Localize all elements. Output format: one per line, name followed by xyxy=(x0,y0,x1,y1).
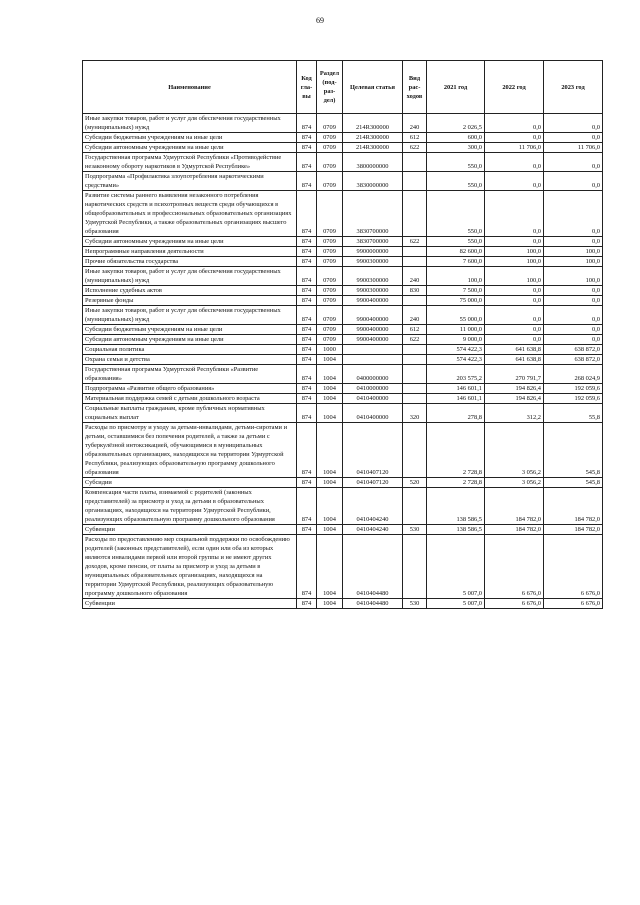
table-row xyxy=(83,355,603,365)
cell-2023: 55,8 xyxy=(544,404,603,423)
cell-name: Субсидии бюджетным учреждениям на иные цели xyxy=(83,133,297,143)
cell-name: Субвенции xyxy=(83,599,297,609)
cell-tselevaya-statya: 0410404240 xyxy=(343,525,403,535)
cell-2021: 550,0 xyxy=(427,191,485,237)
cell-name: Иные закупки товаров, работ и услуг для обеспечения государственных (муниципальных) нужд xyxy=(83,306,297,325)
cell-tselevaya-statya: 0410000000 xyxy=(343,384,403,394)
cell-tselevaya-statya: 0410404480 xyxy=(343,599,403,609)
cell-2022: 3 056,2 xyxy=(485,478,544,488)
cell-2022: 0,0 xyxy=(485,237,544,247)
cell-vid-raskhodov xyxy=(403,488,427,525)
cell-razdel: 0709 xyxy=(317,247,343,257)
cell-name: Подпрограмма «Развитие общего образования» xyxy=(83,384,297,394)
cell-2022: 270 791,7 xyxy=(485,365,544,384)
cell-2021: 600,0 xyxy=(427,133,485,143)
cell-kod-glavy: 874 xyxy=(297,286,317,296)
cell-vid-raskhodov: 622 xyxy=(403,143,427,153)
cell-2023: 0,0 xyxy=(544,306,603,325)
table-row xyxy=(83,478,603,488)
cell-tselevaya-statya: 9900400000 xyxy=(343,335,403,345)
cell-vid-raskhodov: 622 xyxy=(403,237,427,247)
cell-2021: 138 586,5 xyxy=(427,488,485,525)
cell-razdel: 1000 xyxy=(317,345,343,355)
table-row xyxy=(83,286,603,296)
cell-2021: 2 728,8 xyxy=(427,478,485,488)
cell-razdel: 0709 xyxy=(317,257,343,267)
cell-2022: 100,0 xyxy=(485,257,544,267)
cell-tselevaya-statya: 9900400000 xyxy=(343,325,403,335)
cell-name: Субсидии бюджетным учреждениям на иные цели xyxy=(83,325,297,335)
cell-name: Социальная политика xyxy=(83,345,297,355)
cell-tselevaya-statya: 0410407120 xyxy=(343,423,403,478)
header-razdel: Раздел (под- раз- дел) xyxy=(317,61,343,114)
header-kod-glavy: Код гла- вы xyxy=(297,61,317,114)
cell-razdel: 1004 xyxy=(317,384,343,394)
cell-tselevaya-statya: 3800000000 xyxy=(343,153,403,172)
table-row xyxy=(83,296,603,306)
cell-vid-raskhodov: 530 xyxy=(403,525,427,535)
table-row xyxy=(83,423,603,478)
cell-razdel: 1004 xyxy=(317,394,343,404)
cell-kod-glavy: 874 xyxy=(297,306,317,325)
cell-2022: 194 826,4 xyxy=(485,394,544,404)
cell-kod-glavy: 874 xyxy=(297,267,317,286)
cell-vid-raskhodov: 240 xyxy=(403,114,427,133)
cell-name: Субвенции xyxy=(83,525,297,535)
table-row xyxy=(83,114,603,133)
cell-2022: 184 782,0 xyxy=(485,488,544,525)
table-row xyxy=(83,384,603,394)
cell-tselevaya-statya: 9900400000 xyxy=(343,296,403,306)
cell-2021: 11 000,0 xyxy=(427,325,485,335)
cell-kod-glavy: 874 xyxy=(297,143,317,153)
cell-name: Субсидии автономным учреждениям на иные цели xyxy=(83,237,297,247)
cell-2022: 6 676,0 xyxy=(485,599,544,609)
cell-razdel: 0709 xyxy=(317,267,343,286)
table-row xyxy=(83,153,603,172)
cell-2022: 100,0 xyxy=(485,267,544,286)
cell-2023: 192 059,6 xyxy=(544,394,603,404)
cell-name: Субсидии xyxy=(83,478,297,488)
table-row xyxy=(83,267,603,286)
cell-2022: 0,0 xyxy=(485,114,544,133)
cell-2023: 100,0 xyxy=(544,257,603,267)
cell-kod-glavy: 874 xyxy=(297,478,317,488)
table-row xyxy=(83,394,603,404)
cell-name: Иные закупки товаров, работ и услуг для обеспечения государственных (муниципальных) нужд xyxy=(83,267,297,286)
cell-name: Социальные выплаты гражданам, кроме публичных нормативных социальных выплат xyxy=(83,404,297,423)
cell-2021: 2 026,5 xyxy=(427,114,485,133)
cell-tselevaya-statya: 0410404480 xyxy=(343,535,403,599)
cell-kod-glavy: 874 xyxy=(297,153,317,172)
cell-2022: 0,0 xyxy=(485,133,544,143)
cell-2022: 184 782,0 xyxy=(485,525,544,535)
cell-vid-raskhodov xyxy=(403,423,427,478)
cell-vid-raskhodov xyxy=(403,384,427,394)
cell-vid-raskhodov xyxy=(403,345,427,355)
header-2023: 2023 год xyxy=(544,61,603,114)
cell-2022: 641 638,8 xyxy=(485,345,544,355)
cell-2023: 545,8 xyxy=(544,423,603,478)
cell-razdel: 1004 xyxy=(317,488,343,525)
cell-name: Субсидии автономным учреждениям на иные цели xyxy=(83,143,297,153)
cell-vid-raskhodov xyxy=(403,172,427,191)
table-row xyxy=(83,345,603,355)
cell-vid-raskhodov xyxy=(403,153,427,172)
cell-razdel: 0709 xyxy=(317,191,343,237)
cell-vid-raskhodov: 612 xyxy=(403,133,427,143)
cell-2023: 268 024,9 xyxy=(544,365,603,384)
cell-tselevaya-statya xyxy=(343,345,403,355)
cell-kod-glavy: 874 xyxy=(297,296,317,306)
header-tselevaya-statya: Целевая статья xyxy=(343,61,403,114)
cell-razdel: 0709 xyxy=(317,114,343,133)
cell-2021: 7 500,0 xyxy=(427,286,485,296)
cell-razdel: 1004 xyxy=(317,535,343,599)
cell-vid-raskhodov xyxy=(403,365,427,384)
cell-name: Расходы по присмотру и уходу за детьми-инвалидами, детьми-сиротами и детьми, оставшимися без попечения родителей, а также за детьми с туберкулёзной интоксикацией, обучающимися в муниципальных образовательных организациях, находящихся на территории Удмуртской Республики, реализующих образовательную программу дошкольного образования xyxy=(83,423,297,478)
header-vid-raskhodov: Вид рас- ходов xyxy=(403,61,427,114)
cell-2021: 138 586,5 xyxy=(427,525,485,535)
table-row xyxy=(83,488,603,525)
cell-2021: 5 007,0 xyxy=(427,535,485,599)
cell-vid-raskhodov: 622 xyxy=(403,335,427,345)
cell-kod-glavy: 874 xyxy=(297,133,317,143)
cell-razdel: 1004 xyxy=(317,365,343,384)
cell-razdel: 1004 xyxy=(317,423,343,478)
cell-2023: 0,0 xyxy=(544,133,603,143)
cell-tselevaya-statya xyxy=(343,355,403,365)
table-row xyxy=(83,172,603,191)
cell-tselevaya-statya: 9900300000 xyxy=(343,267,403,286)
cell-2022: 100,0 xyxy=(485,247,544,257)
cell-name: Охрана семьи и детства xyxy=(83,355,297,365)
cell-vid-raskhodov xyxy=(403,355,427,365)
cell-kod-glavy: 874 xyxy=(297,345,317,355)
cell-2021: 55 000,0 xyxy=(427,306,485,325)
cell-2021: 100,0 xyxy=(427,267,485,286)
cell-tselevaya-statya: 0410407120 xyxy=(343,478,403,488)
cell-2022: 0,0 xyxy=(485,296,544,306)
cell-2023: 6 676,0 xyxy=(544,535,603,599)
cell-name: Непрограммные направления деятельности xyxy=(83,247,297,257)
cell-2021: 82 600,0 xyxy=(427,247,485,257)
cell-2023: 184 782,0 xyxy=(544,525,603,535)
cell-2023: 6 676,0 xyxy=(544,599,603,609)
header-2021: 2021 год xyxy=(427,61,485,114)
cell-vid-raskhodov: 240 xyxy=(403,267,427,286)
table-row xyxy=(83,535,603,599)
cell-tselevaya-statya: 0410400000 xyxy=(343,404,403,423)
cell-kod-glavy: 874 xyxy=(297,423,317,478)
cell-2023: 0,0 xyxy=(544,172,603,191)
cell-name: Материальная поддержка семей с детьми дошкольного возраста xyxy=(83,394,297,404)
cell-kod-glavy: 874 xyxy=(297,384,317,394)
table-row xyxy=(83,404,603,423)
cell-tselevaya-statya: 9900300000 xyxy=(343,286,403,296)
cell-2021: 550,0 xyxy=(427,153,485,172)
header-2022: 2022 год xyxy=(485,61,544,114)
cell-razdel: 0709 xyxy=(317,143,343,153)
cell-tselevaya-statya: 0410404240 xyxy=(343,488,403,525)
cell-kod-glavy: 874 xyxy=(297,394,317,404)
cell-2023: 0,0 xyxy=(544,114,603,133)
cell-2021: 146 601,1 xyxy=(427,384,485,394)
cell-2021: 300,0 xyxy=(427,143,485,153)
cell-razdel: 0709 xyxy=(317,335,343,345)
cell-vid-raskhodov: 830 xyxy=(403,286,427,296)
cell-2022: 0,0 xyxy=(485,335,544,345)
cell-razdel: 0709 xyxy=(317,133,343,143)
cell-2022: 0,0 xyxy=(485,191,544,237)
cell-razdel: 0709 xyxy=(317,306,343,325)
cell-razdel: 1004 xyxy=(317,355,343,365)
cell-2023: 638 872,0 xyxy=(544,345,603,355)
cell-razdel: 0709 xyxy=(317,286,343,296)
cell-2022: 3 056,2 xyxy=(485,423,544,478)
cell-vid-raskhodov xyxy=(403,191,427,237)
cell-2023: 192 059,6 xyxy=(544,384,603,394)
cell-kod-glavy: 874 xyxy=(297,114,317,133)
cell-name: Компенсация части платы, взимаемой с родителей (законных представителей) за присмотр и уход за детьми в образовательных организациях, находящихся на территории Удмуртской Республики, реализующих образовательную программу дошкольного образования xyxy=(83,488,297,525)
cell-name: Подпрограмма «Профилактика злоупотребления наркотическими средствами» xyxy=(83,172,297,191)
cell-tselevaya-statya: 3830700000 xyxy=(343,191,403,237)
cell-tselevaya-statya: 3830700000 xyxy=(343,237,403,247)
cell-name: Исполнение судебных актов xyxy=(83,286,297,296)
table-row xyxy=(83,191,603,237)
cell-2021: 2 728,8 xyxy=(427,423,485,478)
cell-name: Иные закупки товаров, работ и услуг для обеспечения государственных (муниципальных) нужд xyxy=(83,114,297,133)
table-row xyxy=(83,335,603,345)
cell-name: Государственная программа Удмуртской Республики «Противодействие незаконному обороту наркотиков в Удмуртской Республике» xyxy=(83,153,297,172)
cell-vid-raskhodov xyxy=(403,257,427,267)
cell-2023: 0,0 xyxy=(544,286,603,296)
table-row xyxy=(83,525,603,535)
cell-2022: 11 706,0 xyxy=(485,143,544,153)
cell-kod-glavy: 874 xyxy=(297,191,317,237)
cell-2022: 194 826,4 xyxy=(485,384,544,394)
cell-2021: 9 000,0 xyxy=(427,335,485,345)
cell-name: Прочие обязательства государства xyxy=(83,257,297,267)
cell-razdel: 1004 xyxy=(317,404,343,423)
cell-kod-glavy: 874 xyxy=(297,335,317,345)
table-row xyxy=(83,247,603,257)
cell-kod-glavy: 874 xyxy=(297,404,317,423)
cell-kod-glavy: 874 xyxy=(297,488,317,525)
cell-tselevaya-statya: 9900400000 xyxy=(343,306,403,325)
cell-kod-glavy: 874 xyxy=(297,325,317,335)
cell-2023: 0,0 xyxy=(544,325,603,335)
table-row xyxy=(83,306,603,325)
cell-razdel: 0709 xyxy=(317,325,343,335)
cell-vid-raskhodov: 530 xyxy=(403,599,427,609)
table-row xyxy=(83,133,603,143)
cell-razdel: 0709 xyxy=(317,296,343,306)
cell-kod-glavy: 874 xyxy=(297,257,317,267)
cell-tselevaya-statya: 214R300000 xyxy=(343,133,403,143)
cell-2021: 203 575,2 xyxy=(427,365,485,384)
cell-2023: 0,0 xyxy=(544,191,603,237)
cell-name: Расходы по предоставлению мер социальной поддержки по освобождению родителей (законных представителей), если один или оба из которых являются инвалидами первой или второй группы и не имеют других доходов, кроме пенсии, от платы за присмотр и уход за детьми в муниципальных образовательных организациях, находящихся на территории Удмуртской Республики, реализующих образовательную программу дошкольного образования xyxy=(83,535,297,599)
cell-kod-glavy: 874 xyxy=(297,599,317,609)
cell-name: Резервные фонды xyxy=(83,296,297,306)
cell-kod-glavy: 874 xyxy=(297,525,317,535)
cell-vid-raskhodov: 320 xyxy=(403,404,427,423)
cell-tselevaya-statya: 0400000000 xyxy=(343,365,403,384)
cell-2021: 550,0 xyxy=(427,237,485,247)
cell-name: Развитие системы раннего выявления незаконного потребления наркотических средств и психотропных веществ среди обучающихся в общеобразовательных и профессиональных образовательных организациях Удмуртской Республики, а также образовательных организациях высшего образования xyxy=(83,191,297,237)
cell-razdel: 0709 xyxy=(317,172,343,191)
cell-2023: 0,0 xyxy=(544,335,603,345)
cell-2022: 0,0 xyxy=(485,325,544,335)
cell-2021: 5 007,0 xyxy=(427,599,485,609)
cell-2021: 550,0 xyxy=(427,172,485,191)
cell-2023: 545,8 xyxy=(544,478,603,488)
header-name: Наименование xyxy=(83,61,297,114)
table-row xyxy=(83,365,603,384)
cell-vid-raskhodov: 240 xyxy=(403,306,427,325)
cell-tselevaya-statya: 214R300000 xyxy=(343,143,403,153)
cell-2021: 7 600,0 xyxy=(427,257,485,267)
cell-2023: 638 872,0 xyxy=(544,355,603,365)
cell-kod-glavy: 874 xyxy=(297,355,317,365)
cell-tselevaya-statya: 3830000000 xyxy=(343,172,403,191)
cell-2023: 184 782,0 xyxy=(544,488,603,525)
cell-2022: 0,0 xyxy=(485,286,544,296)
cell-razdel: 0709 xyxy=(317,237,343,247)
cell-2023: 0,0 xyxy=(544,237,603,247)
cell-2022: 6 676,0 xyxy=(485,535,544,599)
cell-razdel: 1004 xyxy=(317,599,343,609)
cell-razdel: 1004 xyxy=(317,525,343,535)
cell-razdel: 1004 xyxy=(317,478,343,488)
table-row xyxy=(83,237,603,247)
table-body xyxy=(83,114,603,609)
cell-kod-glavy: 874 xyxy=(297,365,317,384)
cell-2023: 0,0 xyxy=(544,296,603,306)
cell-name: Государственная программа Удмуртской Республики «Развитие образования» xyxy=(83,365,297,384)
cell-2021: 75 000,0 xyxy=(427,296,485,306)
cell-2022: 641 638,8 xyxy=(485,355,544,365)
cell-vid-raskhodov: 520 xyxy=(403,478,427,488)
cell-tselevaya-statya: 9900000000 xyxy=(343,247,403,257)
cell-kod-glavy: 874 xyxy=(297,172,317,191)
cell-2022: 0,0 xyxy=(485,172,544,191)
page-number: 69 xyxy=(316,16,324,25)
cell-2023: 0,0 xyxy=(544,153,603,172)
cell-kod-glavy: 874 xyxy=(297,535,317,599)
table-row xyxy=(83,599,603,609)
table-row xyxy=(83,257,603,267)
cell-vid-raskhodov xyxy=(403,296,427,306)
cell-tselevaya-statya: 0410400000 xyxy=(343,394,403,404)
cell-2023: 100,0 xyxy=(544,267,603,286)
table-row xyxy=(83,143,603,153)
cell-vid-raskhodov xyxy=(403,394,427,404)
cell-tselevaya-statya: 9900300000 xyxy=(343,257,403,267)
cell-2023: 100,0 xyxy=(544,247,603,257)
cell-2021: 574 422,3 xyxy=(427,345,485,355)
table-row xyxy=(83,325,603,335)
cell-2021: 574 422,3 xyxy=(427,355,485,365)
cell-razdel: 0709 xyxy=(317,153,343,172)
cell-kod-glavy: 874 xyxy=(297,237,317,247)
cell-2021: 278,8 xyxy=(427,404,485,423)
cell-name: Субсидии автономным учреждениям на иные цели xyxy=(83,335,297,345)
cell-2022: 0,0 xyxy=(485,306,544,325)
cell-2023: 11 706,0 xyxy=(544,143,603,153)
cell-kod-glavy: 874 xyxy=(297,247,317,257)
cell-vid-raskhodov xyxy=(403,247,427,257)
table-header xyxy=(83,61,603,114)
cell-vid-raskhodov xyxy=(403,535,427,599)
cell-tselevaya-statya: 214R300000 xyxy=(343,114,403,133)
cell-2021: 146 601,1 xyxy=(427,394,485,404)
cell-2022: 0,0 xyxy=(485,153,544,172)
cell-vid-raskhodov: 612 xyxy=(403,325,427,335)
budget-table xyxy=(82,60,603,609)
cell-2022: 312,2 xyxy=(485,404,544,423)
